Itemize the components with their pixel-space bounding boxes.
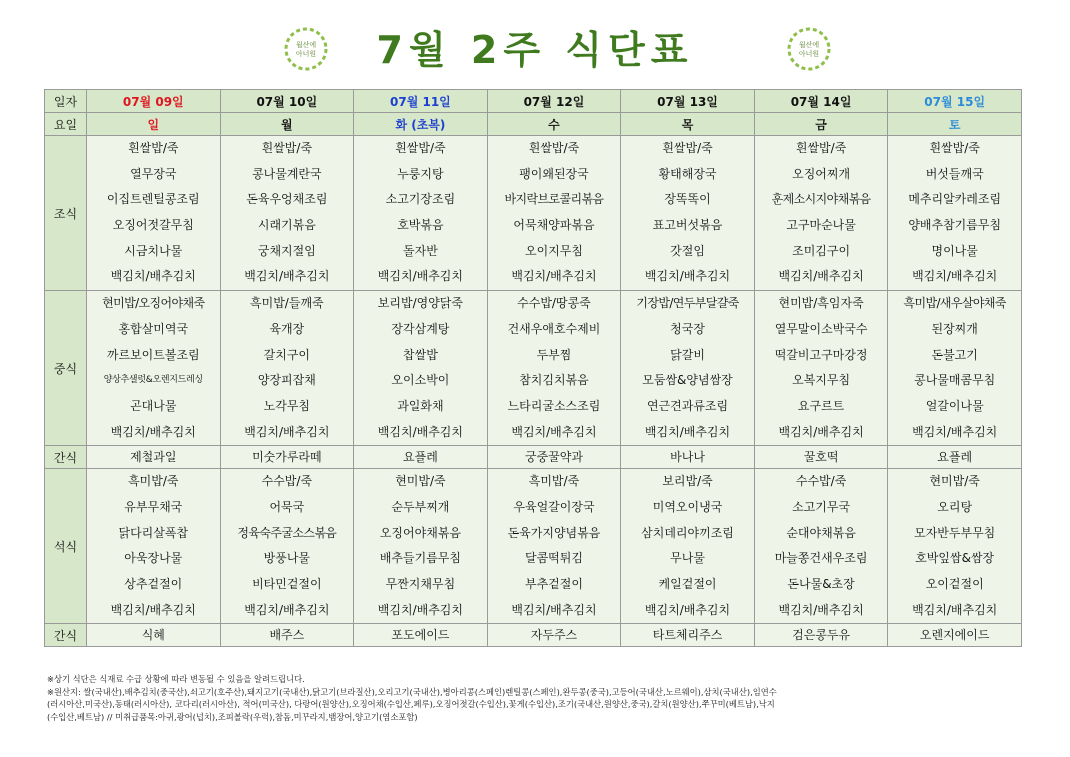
menu-item: 양배추참기름무침	[908, 218, 1002, 233]
menu-item: 찹쌀밥	[403, 347, 438, 362]
menu-item: 방풍나물	[263, 551, 311, 566]
night-snack-row	[45, 624, 1022, 647]
night-snack-label: 간식	[45, 624, 87, 647]
dinner-cell	[220, 469, 354, 624]
menu-item: 오복지무침	[792, 373, 851, 388]
dinner-label: 석식	[45, 469, 87, 624]
lunch-cell	[754, 291, 888, 446]
menu-item: 무짠지채무침	[385, 577, 456, 591]
dinner-cell	[487, 469, 621, 624]
menu-item: 아욱장나물	[124, 551, 183, 566]
menu-item: 시금치나물	[124, 243, 183, 258]
menu-item: 백김치/배추김치	[644, 424, 731, 439]
logo-right	[786, 26, 832, 72]
menu-item: 백김치/배추김치	[110, 602, 196, 617]
menu-item: 백김치/배추김치	[644, 269, 731, 284]
menu-item: 상추겉절이	[124, 577, 183, 591]
menu-item: 오리탕	[937, 499, 973, 514]
menu-item: 흰쌀밥/죽	[128, 141, 179, 155]
menu-item: 부추겉절이	[524, 577, 583, 591]
weekday-cell: 수	[487, 113, 621, 136]
night-snack-cell: 자두주스	[487, 624, 621, 647]
footnote-line: ※원산지: 쌀(국내산),배추김치(중국산),쇠고기(호주산),돼지고기(국내산),닭고기(브라질산),오리고기(국내산),병아리콩(스페인)렌틸콩(스페인),완두콩(중국),고등어(국내산,노르웨이),삼치(국내산),임연수	[47, 686, 777, 697]
menu-item: 팽이왜된장국	[519, 166, 589, 181]
snack-cell: 궁중꿀약과	[487, 446, 621, 469]
menu-item: 백김치/배추김치	[511, 424, 597, 439]
menu-item: 보리밥/죽	[662, 474, 713, 489]
menu-item: 청국장	[670, 321, 705, 336]
menu-item: 수수밥/죽	[261, 474, 313, 489]
breakfast-cell	[754, 136, 888, 291]
menu-item: 호박볶음	[397, 218, 444, 233]
menu-item: 고구마순나물	[786, 218, 856, 233]
menu-item: 곤대나물	[130, 398, 177, 413]
night-snack-cell: 타트체리주스	[621, 624, 755, 647]
night-snack-cell: 식혜	[87, 624, 221, 647]
menu-item: 흰쌀밥/죽	[261, 141, 313, 155]
menu-item: 흰쌀밥/죽	[395, 141, 446, 155]
menu-item: 정육숙주굴소스볶음	[237, 525, 337, 540]
weekday-cell: 화 (초복)	[354, 113, 488, 136]
lunch-cell	[354, 291, 488, 446]
breakfast-cell	[354, 136, 488, 291]
snack-cell: 제철과일	[87, 446, 221, 469]
menu-item: 백김치/배추김치	[377, 424, 463, 439]
menu-item: 수수밥/죽	[795, 474, 847, 489]
menu-item: 돈육우엉채조림	[246, 192, 328, 207]
menu-item: 된장찌개	[931, 321, 978, 336]
menu-item: 갓절임	[670, 243, 705, 258]
menu-item: 갈치구이	[263, 347, 311, 362]
date-cell: 07월 12일	[487, 90, 621, 113]
menu-item: 돌자반	[403, 243, 438, 258]
night-snack-cell: 배주스	[220, 624, 354, 647]
menu-item: 순대야채볶음	[786, 525, 856, 540]
date-cell: 07월 10일	[220, 90, 354, 113]
menu-item: 메추리알카레조림	[908, 192, 1002, 207]
menu-item: 수수밥/땅콩죽	[517, 296, 591, 311]
lunch-cell	[220, 291, 354, 446]
dinner-cell	[87, 469, 221, 624]
menu-item: 흰쌀밥/죽	[528, 141, 580, 155]
breakfast-label: 조식	[45, 136, 87, 291]
menu-item: 백김치/배추김치	[377, 269, 463, 284]
lunch-cell	[87, 291, 221, 446]
menu-item: 흑미밥/죽	[128, 474, 179, 489]
menu-item: 황태해장국	[658, 166, 717, 181]
weekday-cell: 토	[888, 113, 1022, 136]
date-cell: 07월 13일	[621, 90, 755, 113]
menu-item: 흑미밥/새우살야채죽	[903, 296, 1006, 311]
menu-item: 돈나물&초장	[787, 577, 855, 591]
menu-item: 장똑똑이	[664, 192, 711, 207]
menu-item: 홍합살미역국	[118, 321, 189, 336]
menu-item: 오이지무침	[524, 243, 583, 258]
snack-cell: 요플레	[354, 446, 488, 469]
menu-item: 현미밥/죽	[395, 474, 446, 489]
menu-item: 닭갈비	[670, 347, 705, 362]
breakfast-cell	[621, 136, 755, 291]
header	[0, 12, 1070, 82]
menu-item: 돈불고기	[931, 347, 978, 362]
menu-item: 두부찜	[536, 347, 572, 362]
menu-item: 버섯들깨국	[925, 166, 984, 181]
menu-item: 호박잎쌈&쌈장	[915, 551, 995, 566]
menu-item: 현미밥/흑임자죽	[778, 296, 864, 311]
menu-item: 오징어찌개	[792, 166, 851, 181]
menu-item: 오이소박이	[391, 373, 450, 388]
menu-item: 느타리굴소스조림	[507, 398, 601, 413]
breakfast-cell	[87, 136, 221, 291]
menu-item: 소고기장조림	[385, 192, 456, 207]
menu-item: 백김치/배추김치	[110, 269, 196, 284]
menu-item: 백김치/배추김치	[511, 602, 597, 617]
menu-item: 모둠쌈&양념쌈장	[642, 373, 733, 388]
menu-item: 떡갈비고구마강정	[774, 347, 868, 362]
menu-item: 흑미밥/죽	[528, 474, 580, 489]
svg-text:월산에: 월산에	[798, 41, 820, 49]
night-snack-cell: 포도에이드	[354, 624, 488, 647]
menu-item: 보리밥/영양닭죽	[377, 296, 463, 311]
menu-item: 이집트렌틸콩조림	[106, 192, 200, 207]
lunch-cell	[888, 291, 1022, 446]
footnote-line: ※상기 식단은 식재료 수급 상황에 따라 변동될 수 있음을 알려드립니다.	[47, 674, 305, 684]
menu-item: 케일겉절이	[658, 577, 717, 591]
lunch-cell	[621, 291, 755, 446]
menu-item: 까르보이트볼조림	[106, 347, 200, 362]
menu-item: 장각삼계탕	[391, 321, 450, 336]
menu-item: 현미밥/오징어야채죽	[102, 296, 205, 311]
menu-item: 무나물	[670, 551, 705, 566]
snack-cell: 꿀호떡	[754, 446, 888, 469]
menu-item: 양장피잡채	[257, 373, 316, 388]
menu-item: 닭다리살폭찹	[118, 525, 189, 540]
menu-item: 백김치/배추김치	[644, 602, 731, 617]
date-row	[45, 90, 1022, 113]
menu-item: 백김치/배추김치	[912, 269, 998, 284]
menu-item: 누룽지탕	[397, 166, 444, 181]
menu-item: 조미김구이	[792, 243, 851, 258]
menu-item: 비타민겉절이	[252, 577, 322, 591]
footnotes	[47, 673, 1037, 723]
menu-item: 참치김치볶음	[519, 373, 589, 388]
menu-item: 열무말이소박국수	[774, 321, 868, 336]
dinner-cell	[354, 469, 488, 624]
menu-item: 소고기무국	[792, 499, 851, 514]
snack-label: 간식	[45, 446, 87, 469]
wreath-logo-icon	[786, 26, 832, 72]
menu-item: 흰쌀밥/죽	[929, 141, 980, 155]
breakfast-cell	[220, 136, 354, 291]
menu-item: 미역오이냉국	[652, 499, 723, 514]
menu-item: 표고버섯볶음	[652, 218, 723, 233]
menu-item: 백김치/배추김치	[511, 269, 597, 284]
menu-item: 바지락브로콜리볶음	[504, 192, 604, 207]
menu-item: 백김치/배추김치	[244, 269, 330, 284]
weekday-cell: 월	[220, 113, 354, 136]
weekday-cell: 금	[754, 113, 888, 136]
menu-item: 열무장국	[130, 166, 177, 181]
lunch-cell	[487, 291, 621, 446]
menu-item: 기장밥/연두부달걀죽	[636, 296, 739, 311]
menu-item: 마늘쫑건새우조림	[774, 551, 868, 566]
menu-item: 배추들기름무침	[379, 551, 461, 566]
breakfast-cell	[487, 136, 621, 291]
menu-item: 백김치/배추김치	[912, 602, 998, 617]
dinner-row	[45, 469, 1022, 624]
snack-row	[45, 446, 1022, 469]
breakfast-row	[45, 136, 1022, 291]
dinner-cell	[888, 469, 1022, 624]
snack-cell: 요플레	[888, 446, 1022, 469]
lunch-label: 중식	[45, 291, 87, 446]
date-cell: 07월 11일	[354, 90, 488, 113]
breakfast-cell	[888, 136, 1022, 291]
meal-plan-table	[44, 89, 1022, 647]
menu-item: 오징어젓갈무침	[112, 218, 194, 233]
menu-item: 순두부찌개	[391, 499, 450, 514]
menu-item: 삼치데리야끼조림	[641, 525, 734, 540]
dinner-cell	[621, 469, 755, 624]
menu-item: 백김치/배추김치	[778, 602, 864, 617]
menu-item: 흑미밥/들깨죽	[250, 296, 324, 311]
menu-item: 요구르트	[797, 398, 845, 413]
menu-item: 돈육가지양념볶음	[507, 525, 601, 540]
night-snack-cell: 검은콩두유	[754, 624, 888, 647]
menu-item: 노각무침	[263, 398, 311, 413]
menu-item: 흰쌀밥/죽	[795, 141, 847, 155]
menu-item: 백김치/배추김치	[244, 424, 330, 439]
menu-item: 얼갈이나물	[925, 398, 984, 413]
footnote-line: (수입산,베트남) // 미취급품목:아귀,광어(넙치),조피볼락(우럭),참돔,미꾸라지,뱀장어,양고기(염소포함)	[47, 711, 418, 722]
menu-item: 시래기볶음	[257, 218, 316, 233]
snack-cell: 미숫가루라떼	[220, 446, 354, 469]
svg-text:아너원: 아너원	[295, 50, 317, 58]
menu-item: 백김치/배추김치	[377, 602, 463, 617]
menu-item: 모자반두부무침	[914, 525, 996, 540]
menu-item: 백김치/배추김치	[912, 424, 998, 439]
menu-item: 궁채지절임	[257, 243, 316, 258]
date-cell: 07월 09일	[87, 90, 221, 113]
menu-item: 육개장	[269, 321, 305, 336]
menu-item: 어묵국	[269, 499, 305, 514]
menu-item: 백김치/배추김치	[778, 269, 864, 284]
weekday-row	[45, 113, 1022, 136]
menu-item: 과일화채	[397, 398, 444, 413]
menu-item: 양상추샐럿&오렌지드레싱	[103, 375, 203, 386]
menu-item: 오징어야채볶음	[379, 525, 461, 540]
menu-item: 오이겉절이	[925, 577, 984, 591]
menu-item: 훈제소시지야채볶음	[771, 192, 871, 207]
menu-item: 콩나물계란국	[252, 166, 322, 181]
snack-cell: 바나나	[621, 446, 755, 469]
page-title: 7월 2주 식단표	[376, 28, 694, 72]
lunch-row	[45, 291, 1022, 446]
menu-item: 연근견과류조림	[646, 398, 729, 413]
footnote-line: (러시아산,미국산),동태(러시아산), 코다리(러시아산), 적어(미국산), 다랑어(원양산),오징어채(수입산,페루),오징어젓갈(수입산),꽃게(수입산),조기(국내산,원양산,중국),갈치(원양산),쭈꾸미(베트남),낙지	[47, 699, 775, 710]
night-snack-cell: 오렌지에이드	[888, 624, 1022, 647]
menu-item: 백김치/배추김치	[110, 424, 196, 439]
menu-item: 명이나물	[931, 243, 978, 258]
weekday-cell: 목	[621, 113, 755, 136]
date-cell: 07월 15일	[888, 90, 1022, 113]
date-cell: 07월 14일	[754, 90, 888, 113]
menu-item: 어묵채양파볶음	[513, 218, 595, 233]
date-label: 일자	[45, 90, 87, 113]
menu-item: 흰쌀밥/죽	[662, 141, 713, 155]
weekday-label: 요일	[45, 113, 87, 136]
menu-item: 현미밥/죽	[929, 474, 980, 489]
menu-item: 유부무채국	[124, 499, 183, 514]
menu-item: 달콤떡튀김	[524, 551, 583, 566]
weekday-cell: 일	[87, 113, 221, 136]
dinner-cell	[754, 469, 888, 624]
svg-text:월산에: 월산에	[295, 41, 317, 49]
menu-item: 우육얼갈이장국	[513, 499, 595, 514]
menu-item: 백김치/배추김치	[244, 602, 330, 617]
menu-item: 백김치/배추김치	[778, 424, 864, 439]
menu-item: 콩나물매콤무침	[914, 373, 996, 388]
menu-item: 건새우애호수제비	[507, 321, 601, 336]
svg-text:아너원: 아너원	[798, 50, 820, 58]
